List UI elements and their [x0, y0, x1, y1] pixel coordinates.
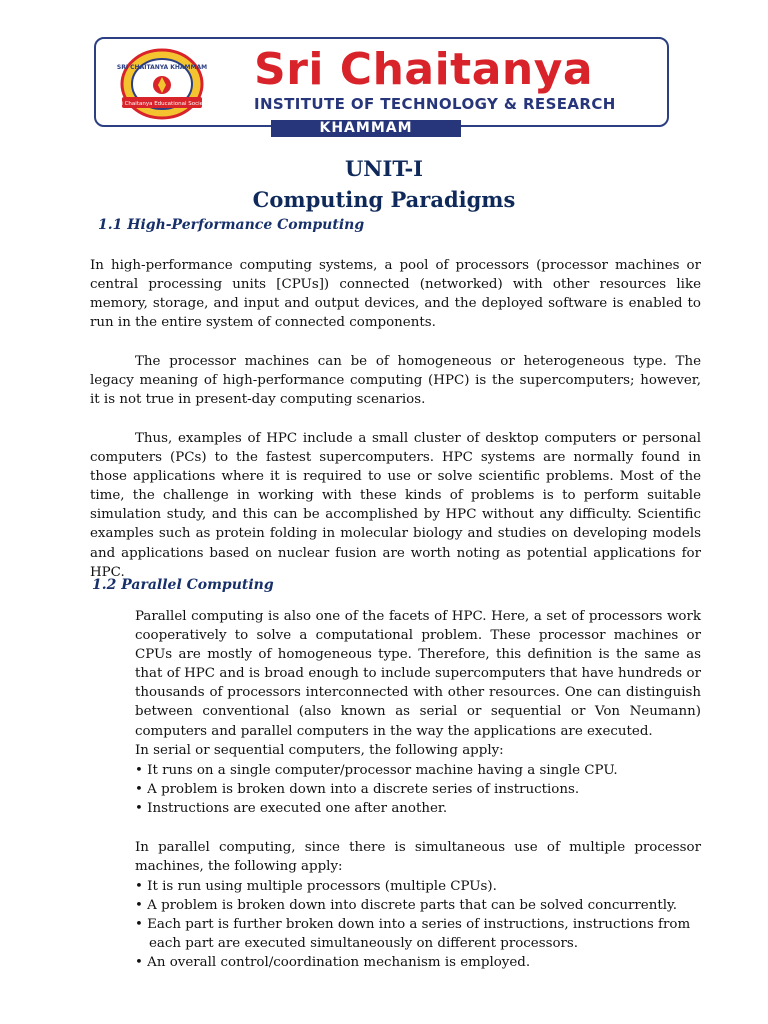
topic-title: Computing Paradigms — [252, 187, 516, 212]
institute-subtitle: INSTITUTE OF TECHNOLOGY & RESEARCH — [254, 95, 616, 113]
parallel-intro: In parallel computing, since there is simultaneous use of multiple processor machines, the following apply: — [135, 840, 701, 875]
logo-ring-text: SRI CHAITANYA KHAMMAM — [116, 64, 208, 71]
hpc-paragraph-2: The processor machines can be of homogeneous or heterogeneous type. The legacy meaning of high-performance computing (HPC) is the supercomputers; however, it is not true in present-day computing scenarios. — [90, 354, 701, 408]
institution-seal-icon — [110, 47, 214, 121]
unit-title: UNIT-I — [344, 156, 424, 181]
list-item: • An overall control/coordination mechanism is employed. — [135, 953, 701, 972]
hpc-paragraph-1: In high-performance computing systems, a pool of processors (processor machines or central processing units [CPUs]) connected (networked) with other resources like memory, storage, and input and output devices, and the deployed software is enabled to run in the entire system of connected components. — [90, 258, 701, 331]
serial-bullet-list — [135, 761, 701, 818]
parallel-paragraph: Parallel computing is also one of the facets of HPC. Here, a set of processors work cooperatively to solve a computational problem. These processor machines or CPUs are mostly of homogeneous type. Therefore, this definition is the same as that of HPC and is broad enough to include supercomputers that have hundreds or thousands of processors interconnected with other resources. One can distinguish between conventional (also known as serial or sequential or Von Neumann) computers and parallel computers in the way the applications are executed. — [135, 609, 701, 739]
list-item: • A problem is broken down into discrete parts that can be solved concurrently. — [135, 896, 701, 915]
section-heading-hpc: 1.1 High-Performance Computing — [98, 217, 365, 233]
parallel-bullet-list — [135, 877, 701, 972]
header-banner — [94, 37, 669, 127]
serial-intro: In serial or sequential computers, the following apply: — [135, 743, 504, 758]
list-item: • Each part is further broken down into a series of instructions, instructions from — [135, 915, 701, 934]
logo-banner-text: Sri Chaitanya Educational Society — [115, 101, 209, 107]
list-item: • Instructions are executed one after another. — [135, 799, 701, 818]
list-item: • It runs on a single computer/processor machine having a single CPU. — [135, 761, 701, 780]
campus-badge: KHAMMAM — [271, 120, 461, 137]
hpc-paragraph-3: Thus, examples of HPC include a small cluster of desktop computers or personal computers (PCs) to the fastest supercomputers. HPC systems are normally found in those applications where it is required to use or solve scientific problems. Most of the time, the challenge in working with these kinds of problems is to perform suitable simulation study, and this can be accomplished by HPC without any difficulty. Scientific examples such as protein folding in molecular biology and studies on developing models and applications based on nuclear fusion are worth noting as potential applications for HPC. — [90, 431, 701, 580]
list-item: • It is run using multiple processors (multiple CPUs). — [135, 877, 701, 896]
list-item: • A problem is broken down into a discrete series of instructions. — [135, 780, 701, 799]
list-item: each part are executed simultaneously on different processors. — [149, 936, 579, 952]
section-heading-parallel: 1.2 Parallel Computing — [92, 577, 274, 593]
brand-name: Sri Chaitanya — [254, 44, 594, 95]
